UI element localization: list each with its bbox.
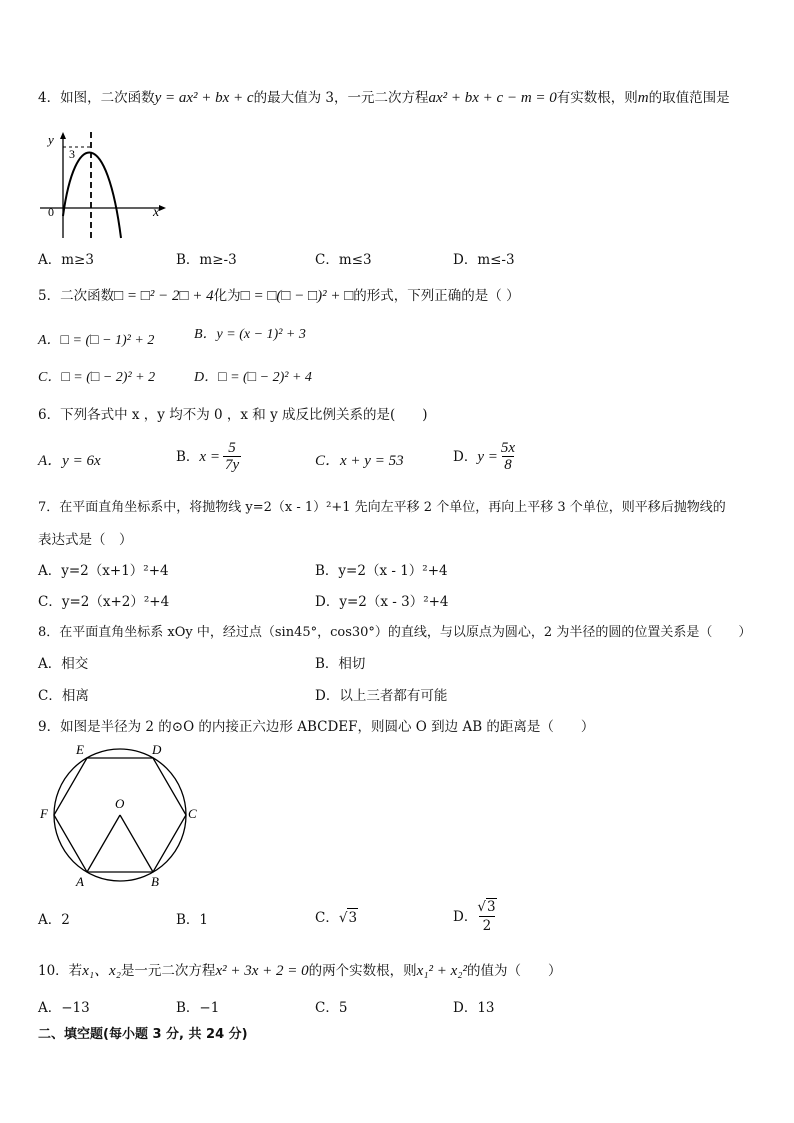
q7-stem-line1: 7．在平面直角坐标系中，将抛物线 y=2（x - 1）²+1 先向左平移 2 个单位，再向上平移 3 个单位，则平移后抛物线的	[38, 500, 726, 515]
q9-segment-oa	[87, 815, 120, 872]
q6-option-d	[453, 440, 515, 473]
q9-option-d-numerator	[477, 898, 496, 916]
q6-option-d-lhs: y =	[477, 448, 498, 465]
q4-parabola-graph	[36, 128, 171, 240]
q9-label-b: B	[151, 874, 159, 889]
q5-option-a: A．□ = (□ − 1)² + 2	[38, 333, 155, 348]
q10-option-a: A．−13	[38, 1000, 90, 1016]
q7-option-b: B．y=2（x - 1）²+4	[315, 563, 448, 579]
q6-stem: 6．下列各式中 x ，y 均不为 0 ，x 和 y 成反比例关系的是( )	[38, 407, 428, 423]
q9-option-c-sqrt-icon: √	[338, 909, 348, 926]
q8-stem: 8．在平面直角坐标系 xOy 中，经过点（sin45°，cos30°）的直线，与以原点为圆心，2 为半径的圆的位置关系是（ ）	[38, 625, 752, 640]
q9-option-d-radicand: 3	[486, 899, 496, 915]
q6-option-b	[176, 440, 241, 473]
q9-option-b: B．1	[176, 912, 209, 928]
q6-option-d-numerator: 5x	[500, 440, 516, 456]
q9-stem: 9．如图是半径为 2 的⊙O 的内接正六边形 ABCDEF，则圆心 O 到边 AB 的距离是（ ）	[38, 719, 595, 735]
q6-option-a: A．y = 6x	[38, 453, 101, 469]
q8-option-d: D．以上三者都有可能	[315, 688, 448, 704]
q9-option-a: A．2	[38, 912, 70, 928]
q4-option-a: A．m≥3	[38, 252, 94, 268]
q9-hexagon-figure	[36, 740, 206, 890]
q9-label-o: O	[115, 796, 125, 811]
q9-label-a: A	[76, 874, 84, 889]
q6-option-d-label: D．	[453, 448, 478, 465]
q7-option-d: D．y=2（x - 3）²+4	[315, 594, 449, 610]
q10-option-d: D．13	[453, 1000, 495, 1016]
q4-option-d: D．m≤-3	[453, 252, 515, 268]
q4-stem	[38, 89, 730, 107]
q6-option-d-denominator: 8	[504, 457, 512, 473]
q6-option-b-label: B．	[176, 448, 200, 465]
q9-option-d-denominator: 2	[479, 916, 496, 935]
q4-function: y = ax² + bx + c	[154, 90, 254, 106]
q4-y-label: y	[48, 132, 54, 147]
q6-option-d-fraction	[501, 440, 515, 473]
q10-option-c: C．5	[315, 1000, 348, 1016]
q4-variable: m	[637, 90, 649, 106]
q4-x-arrow	[159, 205, 166, 211]
q8-option-c: C．相离	[38, 688, 89, 704]
q9-label-f: F	[40, 806, 48, 821]
q7-option-a: A．y=2（x+1）²+4	[38, 563, 169, 579]
q5-stem-c: 的形式，下列正确的是（ ）	[353, 288, 520, 304]
q6-option-c: C．x + y = 53	[315, 453, 404, 469]
q10-roots: x₁、x₂	[82, 963, 121, 979]
q4-origin-label: 0	[48, 205, 54, 219]
q9-label-d: D	[152, 742, 162, 757]
q7-option-c: C．y=2（x+2）²+4	[38, 594, 170, 610]
q4-option-b: B．m≥-3	[176, 252, 237, 268]
q10-stem-d: 的值为（ ）	[467, 963, 562, 979]
q9-label-c: C	[188, 806, 197, 821]
q4-x-label: x	[153, 205, 160, 220]
q5-vertex-form: □ = □(□ − □)² + □	[240, 288, 354, 304]
q6-option-b-denominator: 7y	[224, 457, 240, 473]
q10-expression: x₁² + x₂²	[416, 963, 467, 979]
q4-stem-a: 4．如图，二次函数	[38, 90, 155, 106]
q9-option-d-label: D．	[453, 908, 478, 925]
q4-equation: ax² + bx + c − m = 0	[428, 90, 557, 106]
q4-stem-c: 有实数根，则	[556, 90, 638, 106]
q4-option-c: C．m≤3	[315, 252, 372, 268]
q10-stem-c: 的两个实数根，则	[308, 963, 417, 979]
q9-option-d-fraction	[477, 898, 496, 935]
q5-stem-a: 5．二次函数	[38, 288, 115, 304]
q5-option-d: D．□ = (□ − 2)² + 4	[194, 370, 312, 385]
q4-stem-b: 的最大值为 3，一元二次方程	[253, 90, 429, 106]
q4-parabola	[63, 153, 121, 238]
q9-option-d-sqrt-icon: √	[477, 899, 486, 915]
q9-option-d	[453, 898, 497, 935]
q6-option-b-lhs: x =	[199, 448, 220, 465]
q7-stem-line2: 表达式是（ ）	[38, 532, 133, 548]
q4-max-label: 3	[69, 147, 75, 161]
q8-option-a: A．相交	[38, 656, 89, 672]
q10-stem	[38, 962, 562, 980]
q5-expression: □ = □² − 2□ + 4	[114, 288, 214, 304]
section-heading: 二、填空题(每小题 3 分, 共 24 分)	[38, 1027, 248, 1042]
q6-option-b-numerator: 5	[228, 440, 236, 456]
q6-option-b-fraction	[223, 440, 241, 473]
q8-option-b: B．相切	[315, 656, 366, 672]
q5-stem-b: 化为	[213, 288, 241, 304]
q4-stem-d: 的取值范围是	[648, 90, 730, 106]
q5-stem	[38, 287, 520, 305]
q4-y-arrow	[60, 132, 66, 139]
q9-segment-ob	[120, 815, 153, 872]
q9-option-c-label: C．	[315, 909, 339, 926]
q5-option-c: C．□ = (□ − 2)² + 2	[38, 370, 156, 385]
q9-label-e: E	[76, 742, 84, 757]
q10-option-b: B．−1	[176, 1000, 220, 1016]
q9-option-c-radicand: 3	[348, 910, 358, 926]
q9-option-c	[315, 908, 358, 927]
q5-option-b: B．y = (x − 1)² + 3	[194, 327, 306, 342]
q10-equation: x² + 3x + 2 = 0	[215, 963, 309, 979]
q10-stem-a: 10．若	[38, 963, 83, 979]
q10-stem-b: 是一元二次方程	[120, 963, 216, 979]
